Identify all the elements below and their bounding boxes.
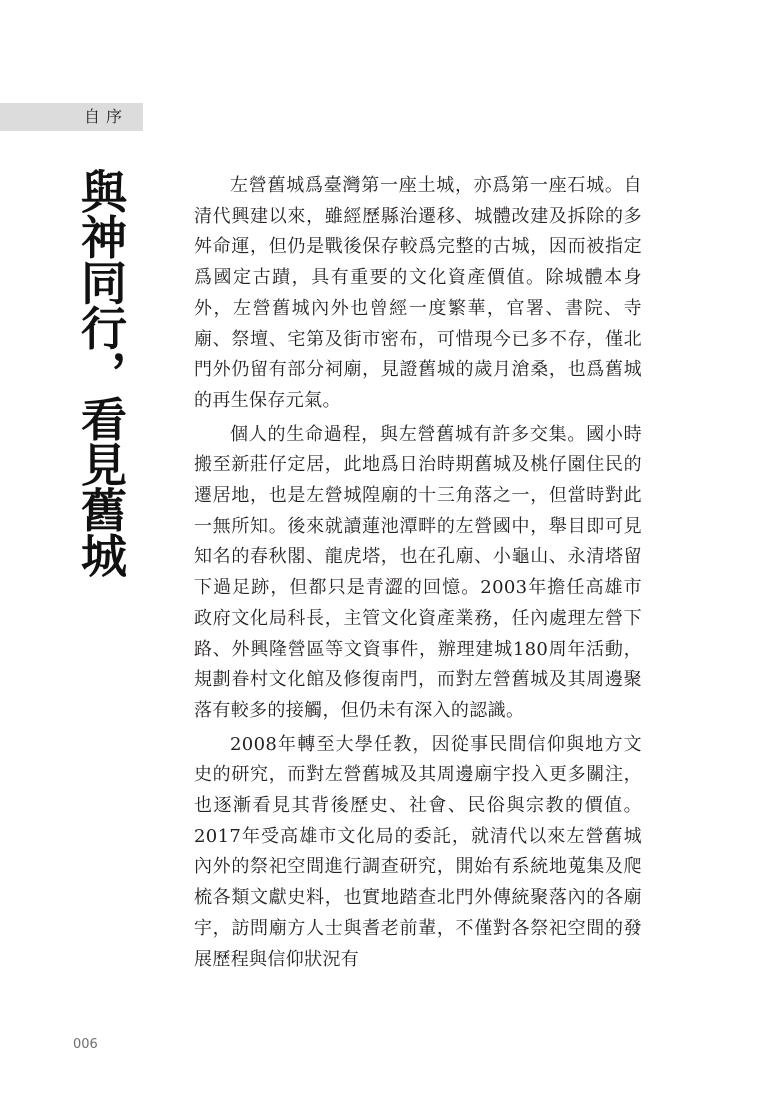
body-text: [194, 171, 642, 975]
section-label: 自序: [0, 103, 143, 131]
paragraph: 2008年轉至大學任教，因從事民間信仰與地方文史的研究，而對左營舊城及其周邊廟宇投入更多關注，也逐漸看見其背後歷史、社會、民俗與宗教的價值。2017年受高雄市文化局的委託，就清代以來左營舊城內外的祭祀空間進行調查研究，開始有系統地蒐集及爬梳各類文獻史料，也實地踏查北門外傳統聚落內的各廟宇，訪問廟方人士與耆老前輩，不僅對各祭祀空間的發展歷程與信仰狀況有: [194, 733, 642, 970]
page-number: 006: [73, 1037, 98, 1052]
paragraph: 個人的生命過程，與左營舊城有許多交集。國小時搬至新莊仔定居，此地爲日治時期舊城及桃仔園住民的遷居地，也是左營城隍廟的十三角落之一，但當時對此一無所知。後來就讀蓮池潭畔的左營國中，舉目即可見知名的春秋閣、龍虎塔，也在孔廟、小龜山、永清塔留下過足跡，但都只是青澀的回憶。2003年擔任高雄市政府文化局科長，主管文化資產業務，任內處理左營下路、外興隆營區等文資事件，辦理建城180周年活動，規劃眷村文化館及修復南門，而對左營舊城及其周邊聚落有較多的接觸，但仍未有深入的認識。: [194, 423, 642, 721]
chapter-title: 與神同行，看見舊城: [74, 168, 128, 578]
paragraph: 左營舊城爲臺灣第一座土城，亦爲第一座石城。自清代興建以來，雖經歷縣治遷移、城體改建及拆除的多舛命運，但仍是戰後保存較爲完整的古城，因而被指定爲國定古蹟，具有重要的文化資產價值。除城體本身外，左營舊城內外也曾經一度繁華，官署、書院、寺廟、祭壇、宅第及街市密布，可惜現今已多不存，僅北門外仍留有部分祠廟，見證舊城的歲月滄桑，也爲舊城的再生保存元氣。: [194, 175, 642, 411]
